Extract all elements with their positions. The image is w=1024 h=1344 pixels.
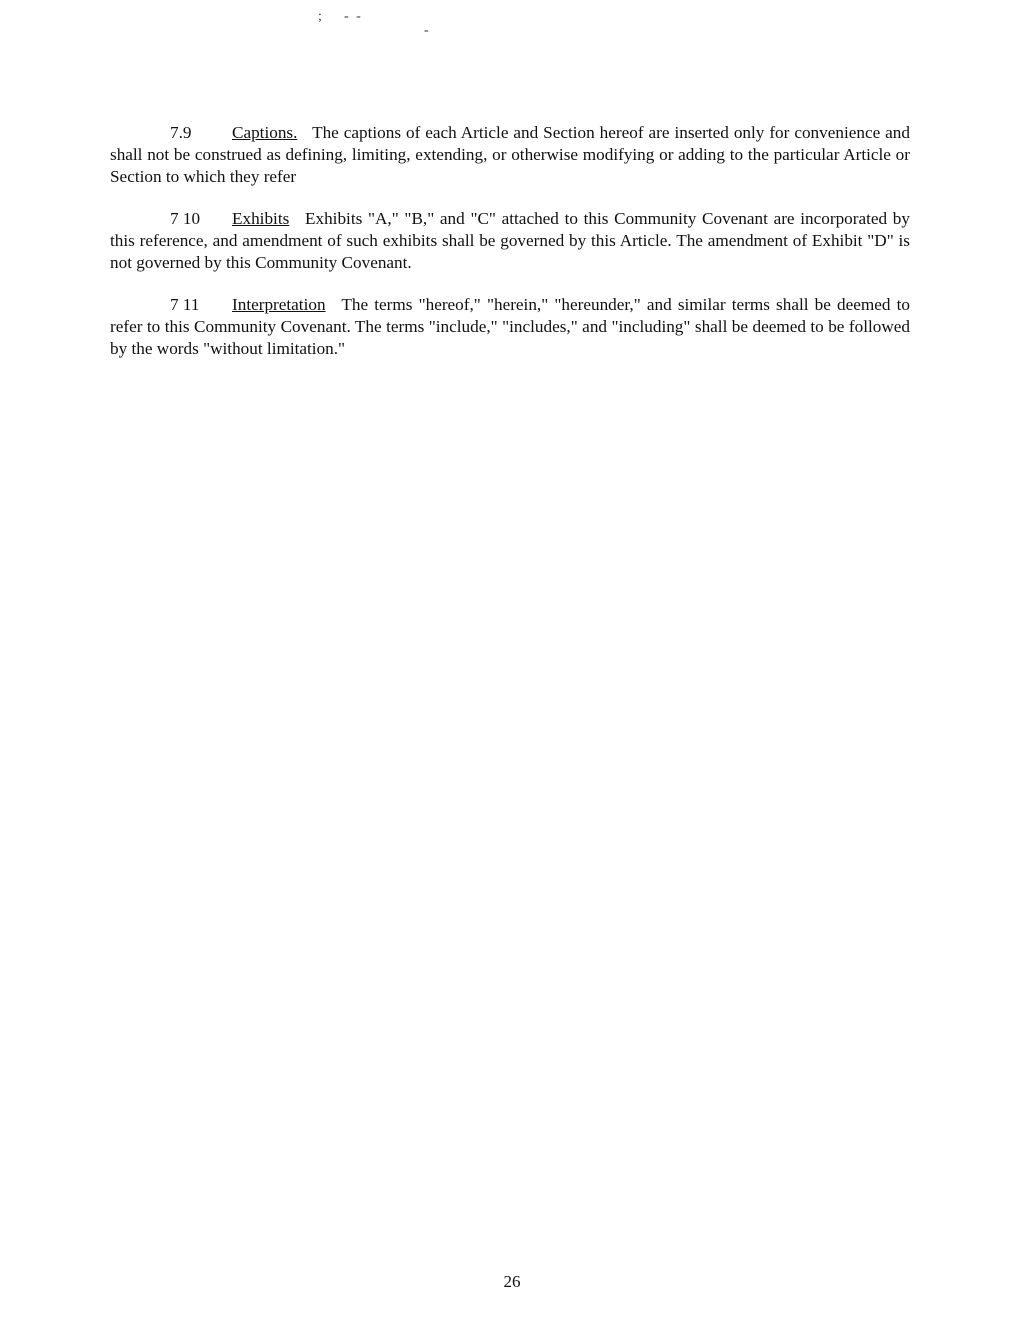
section-text: The terms "hereof," "herein," "hereunder," and similar terms shall be deemed to refer to this Community Covenant. The terms "include," "includes," and "including" shall be deemed to be followed by the words "without limitation." [110, 295, 910, 358]
section-7-11 [110, 294, 910, 360]
section-text: Exhibits "A," "B," and "C" attached to this Community Covenant are incorporated by this reference, and amendment of such exhibits shall be governed by this Article. The amendment of Exhibit "D" is not governed by this Community Covenant. [110, 209, 910, 272]
section-caption: Interpretation [232, 295, 326, 314]
scan-mark: - - [344, 9, 363, 24]
section-number: 7 11 [170, 295, 200, 314]
section-text: The captions of each Article and Section hereof are inserted only for convenience and shall not be construed as defining, limiting, extending, or otherwise modifying or adding to the particular Article or Section to which they refer [110, 123, 910, 186]
page-number: 26 [503, 1272, 521, 1291]
section-caption: Exhibits [232, 209, 290, 228]
scan-mark: - [424, 23, 431, 38]
section-caption: Captions. [232, 123, 298, 142]
section-7-10 [110, 208, 910, 274]
section-7-9 [110, 122, 910, 188]
scan-artifact-marks [318, 9, 431, 38]
section-number: 7.9 [170, 123, 192, 142]
scan-mark: ; [318, 9, 324, 24]
document-body [110, 122, 910, 380]
section-number: 7 10 [170, 209, 201, 228]
